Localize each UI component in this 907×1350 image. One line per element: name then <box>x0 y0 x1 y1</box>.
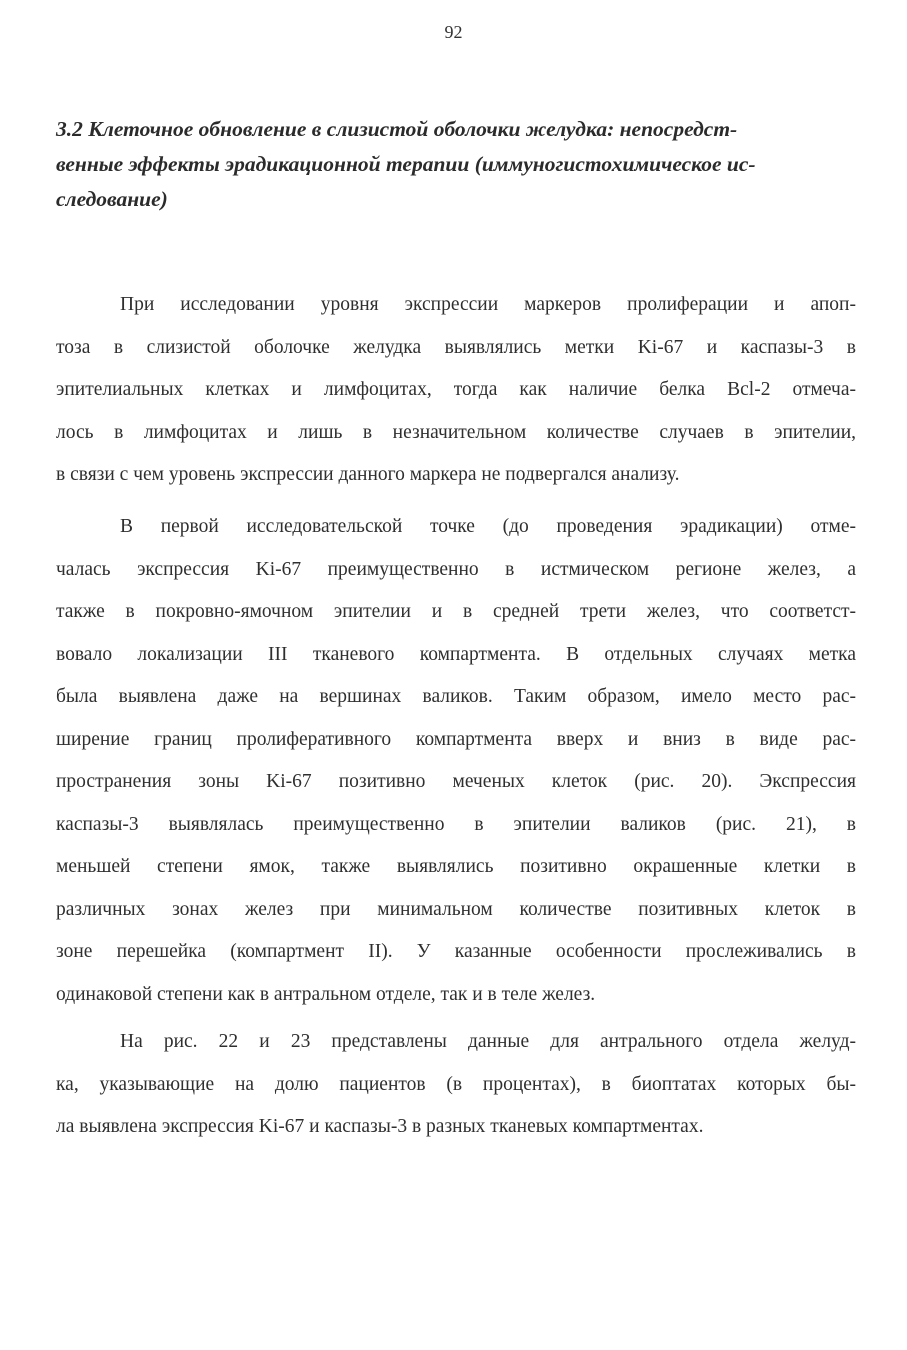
paragraph-line: была выявлена даже на вершинах валиков. Таким образом, имело место рас- <box>56 686 856 707</box>
paragraph-line: В первой исследовательской точке (до проведения эрадикации) отме- <box>120 516 856 537</box>
paragraph-line: пространения зоны Ki-67 позитивно меченых клеток (рис. 20). Экспрессия <box>56 771 856 792</box>
paragraph-line: ка, указывающие на долю пациентов (в процентах), в биоптатах которых бы- <box>56 1073 856 1095</box>
paragraph-line: эпителиальных клетках и лимфоцитах, тогда как наличие белка Bcl-2 отмеча- <box>56 379 856 400</box>
paragraph-2 <box>56 506 856 1016</box>
section-title-line: 3.2 Клеточное обновление в слизистой оболочки желудка: непосредст- <box>56 117 738 141</box>
paragraph-line: ширение границ пролиферативного компартмента вверх и вниз в виде рас- <box>56 728 856 750</box>
paragraph-line: вовало локализации III тканевого компартмента. В отдельных случаях метка <box>56 643 856 665</box>
paragraph-line: лось в лимфоцитах и лишь в незначительном количестве случаев в эпителии, <box>56 421 856 443</box>
paragraph-line: в связи с чем уровень экспрессии данного маркера не подвергался анализу. <box>56 464 680 485</box>
paragraph-line: При исследовании уровня экспрессии маркеров пролиферации и апоп- <box>120 294 856 315</box>
section-title <box>56 112 856 217</box>
paragraph-line: различных зонах желез при минимальном количестве позитивных клеток в <box>56 898 856 920</box>
page-number: 92 <box>444 22 463 42</box>
paragraph-line: ла выявлена экспрессия Ki-67 и каспазы-3 в разных тканевых компартментах. <box>56 1116 704 1137</box>
section-title-line: венные эффекты эрадикационной терапии (иммуногистохимическое ис- <box>56 152 756 176</box>
section-title-line: следование) <box>56 187 168 211</box>
paragraph-line: На рис. 22 и 23 представлены данные для антрального отдела желуд- <box>120 1031 856 1052</box>
paragraph-line: каспазы-3 выявлялась преимущественно в эпителии валиков (рис. 21), в <box>56 813 856 835</box>
paragraph-line: чалась экспрессия Ki-67 преимущественно в истмическом регионе желез, а <box>56 558 856 580</box>
paragraph-line: тоза в слизистой оболочке желудка выявлялись метки Ki-67 и каспазы-3 в <box>56 336 856 358</box>
paragraph-line: меньшей степени ямок, также выявлялись позитивно окрашенные клетки в <box>56 856 856 877</box>
paragraph-line: одинаковой степени как в антральном отделе, так и в теле желез. <box>56 983 596 1005</box>
paragraph-1 <box>56 284 856 497</box>
paragraph-3 <box>56 1021 856 1149</box>
paragraph-line: также в покровно-ямочном эпителии и в средней трети желез, что соответст- <box>56 601 856 622</box>
paragraph-line: зоне перешейка (компартмент II). У казанные особенности прослеживались в <box>56 941 856 962</box>
